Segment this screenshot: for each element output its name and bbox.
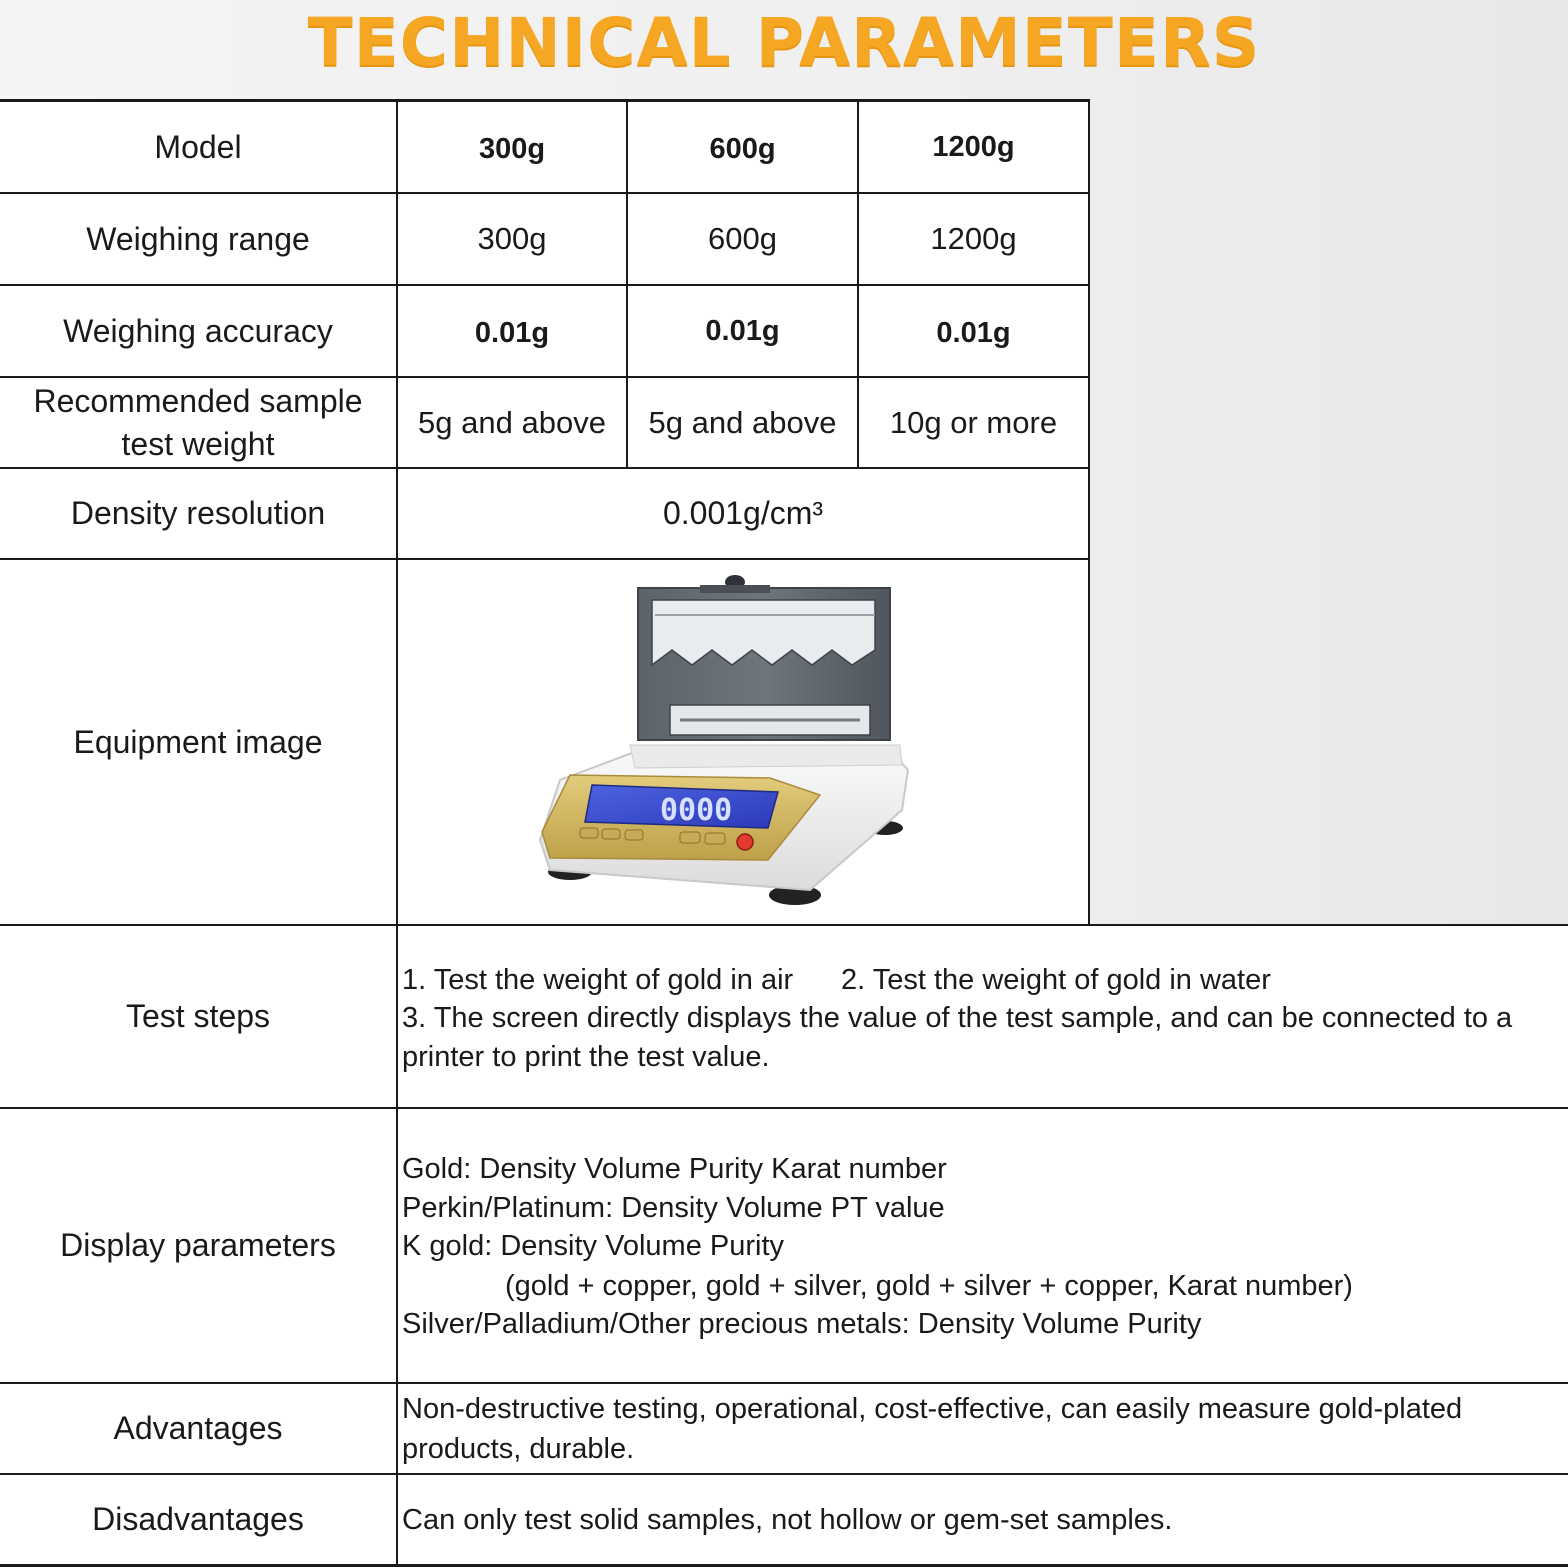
row-label-advantages: Advantages <box>113 1410 283 1446</box>
lcd-reading: 0000 <box>660 793 733 828</box>
disadvantages-text: Can only test solid samples, not hollow or gem-set samples. <box>402 1504 1173 1536</box>
row-label-equipment-image: Equipment image <box>73 723 323 760</box>
density-resolution-value: 0.001g/cm³ <box>662 495 824 531</box>
advantages-line1: Non-destructive testing, operational, cost-effective, can easily measure gold-plated <box>402 1393 1463 1425</box>
model-300g: 300g <box>478 132 546 165</box>
row-label-display-parameters: Display parameters <box>60 1227 336 1263</box>
display-param-k-gold: K gold: Density Volume Purity <box>402 1230 785 1262</box>
weighing-range-value: 300g <box>477 221 547 256</box>
weighing-accuracy-value: 0.01g <box>474 316 550 349</box>
row-label-recommended-weight <box>0 378 396 467</box>
display-param-silver-palladium: Silver/Palladium/Other precious metals: Density Volume Purity <box>402 1308 1202 1340</box>
weighing-range-value: 600g <box>708 221 777 256</box>
page-title: TECHNICAL PARAMETERS <box>307 4 1261 81</box>
display-param-k-gold-alloys: (gold + copper, gold + silver, gold + silver + copper, Karat number) <box>505 1270 1353 1302</box>
recommended-weight-value: 5g and above <box>648 404 837 440</box>
weighing-accuracy-value: 0.01g <box>705 314 780 347</box>
advantages-line2: products, durable. <box>402 1433 635 1465</box>
row-label-model: Model <box>154 128 242 165</box>
recommended-weight-value: 10g or more <box>889 404 1058 440</box>
row-label-disadvantages: Disadvantages <box>92 1501 304 1537</box>
test-step-1: 1. Test the weight of gold in air <box>402 964 794 996</box>
test-step-2: 2. Test the weight of gold in water <box>841 964 1271 996</box>
table-border-bottom <box>0 1564 1568 1567</box>
recommended-label-line2: test weight <box>121 425 275 462</box>
row-label-weighing-range: Weighing range <box>86 220 310 257</box>
recommended-weight-value: 5g and above <box>418 404 606 440</box>
display-param-platinum: Perkin/Platinum: Density Volume PT value <box>402 1192 945 1224</box>
recommended-label-line1: Recommended sample <box>33 382 363 419</box>
model-1200g: 1200g <box>932 130 1015 163</box>
test-step-3-line2: printer to print the test value. <box>402 1041 770 1073</box>
test-step-3-line1: 3. The screen directly displays the value of the test sample, and can be connected to a <box>402 1002 1513 1034</box>
row-label-weighing-accuracy: Weighing accuracy <box>63 312 333 349</box>
weighing-range-value: 1200g <box>930 221 1017 256</box>
model-600g: 600g <box>709 132 776 165</box>
row-label-density-resolution: Density resolution <box>70 495 326 531</box>
weighing-accuracy-value: 0.01g <box>936 316 1011 349</box>
display-param-gold: Gold: Density Volume Purity Karat number <box>402 1153 947 1185</box>
table-border-right <box>1088 100 1090 926</box>
density-meter-image <box>530 570 910 915</box>
row-label-test-steps: Test steps <box>125 998 271 1034</box>
